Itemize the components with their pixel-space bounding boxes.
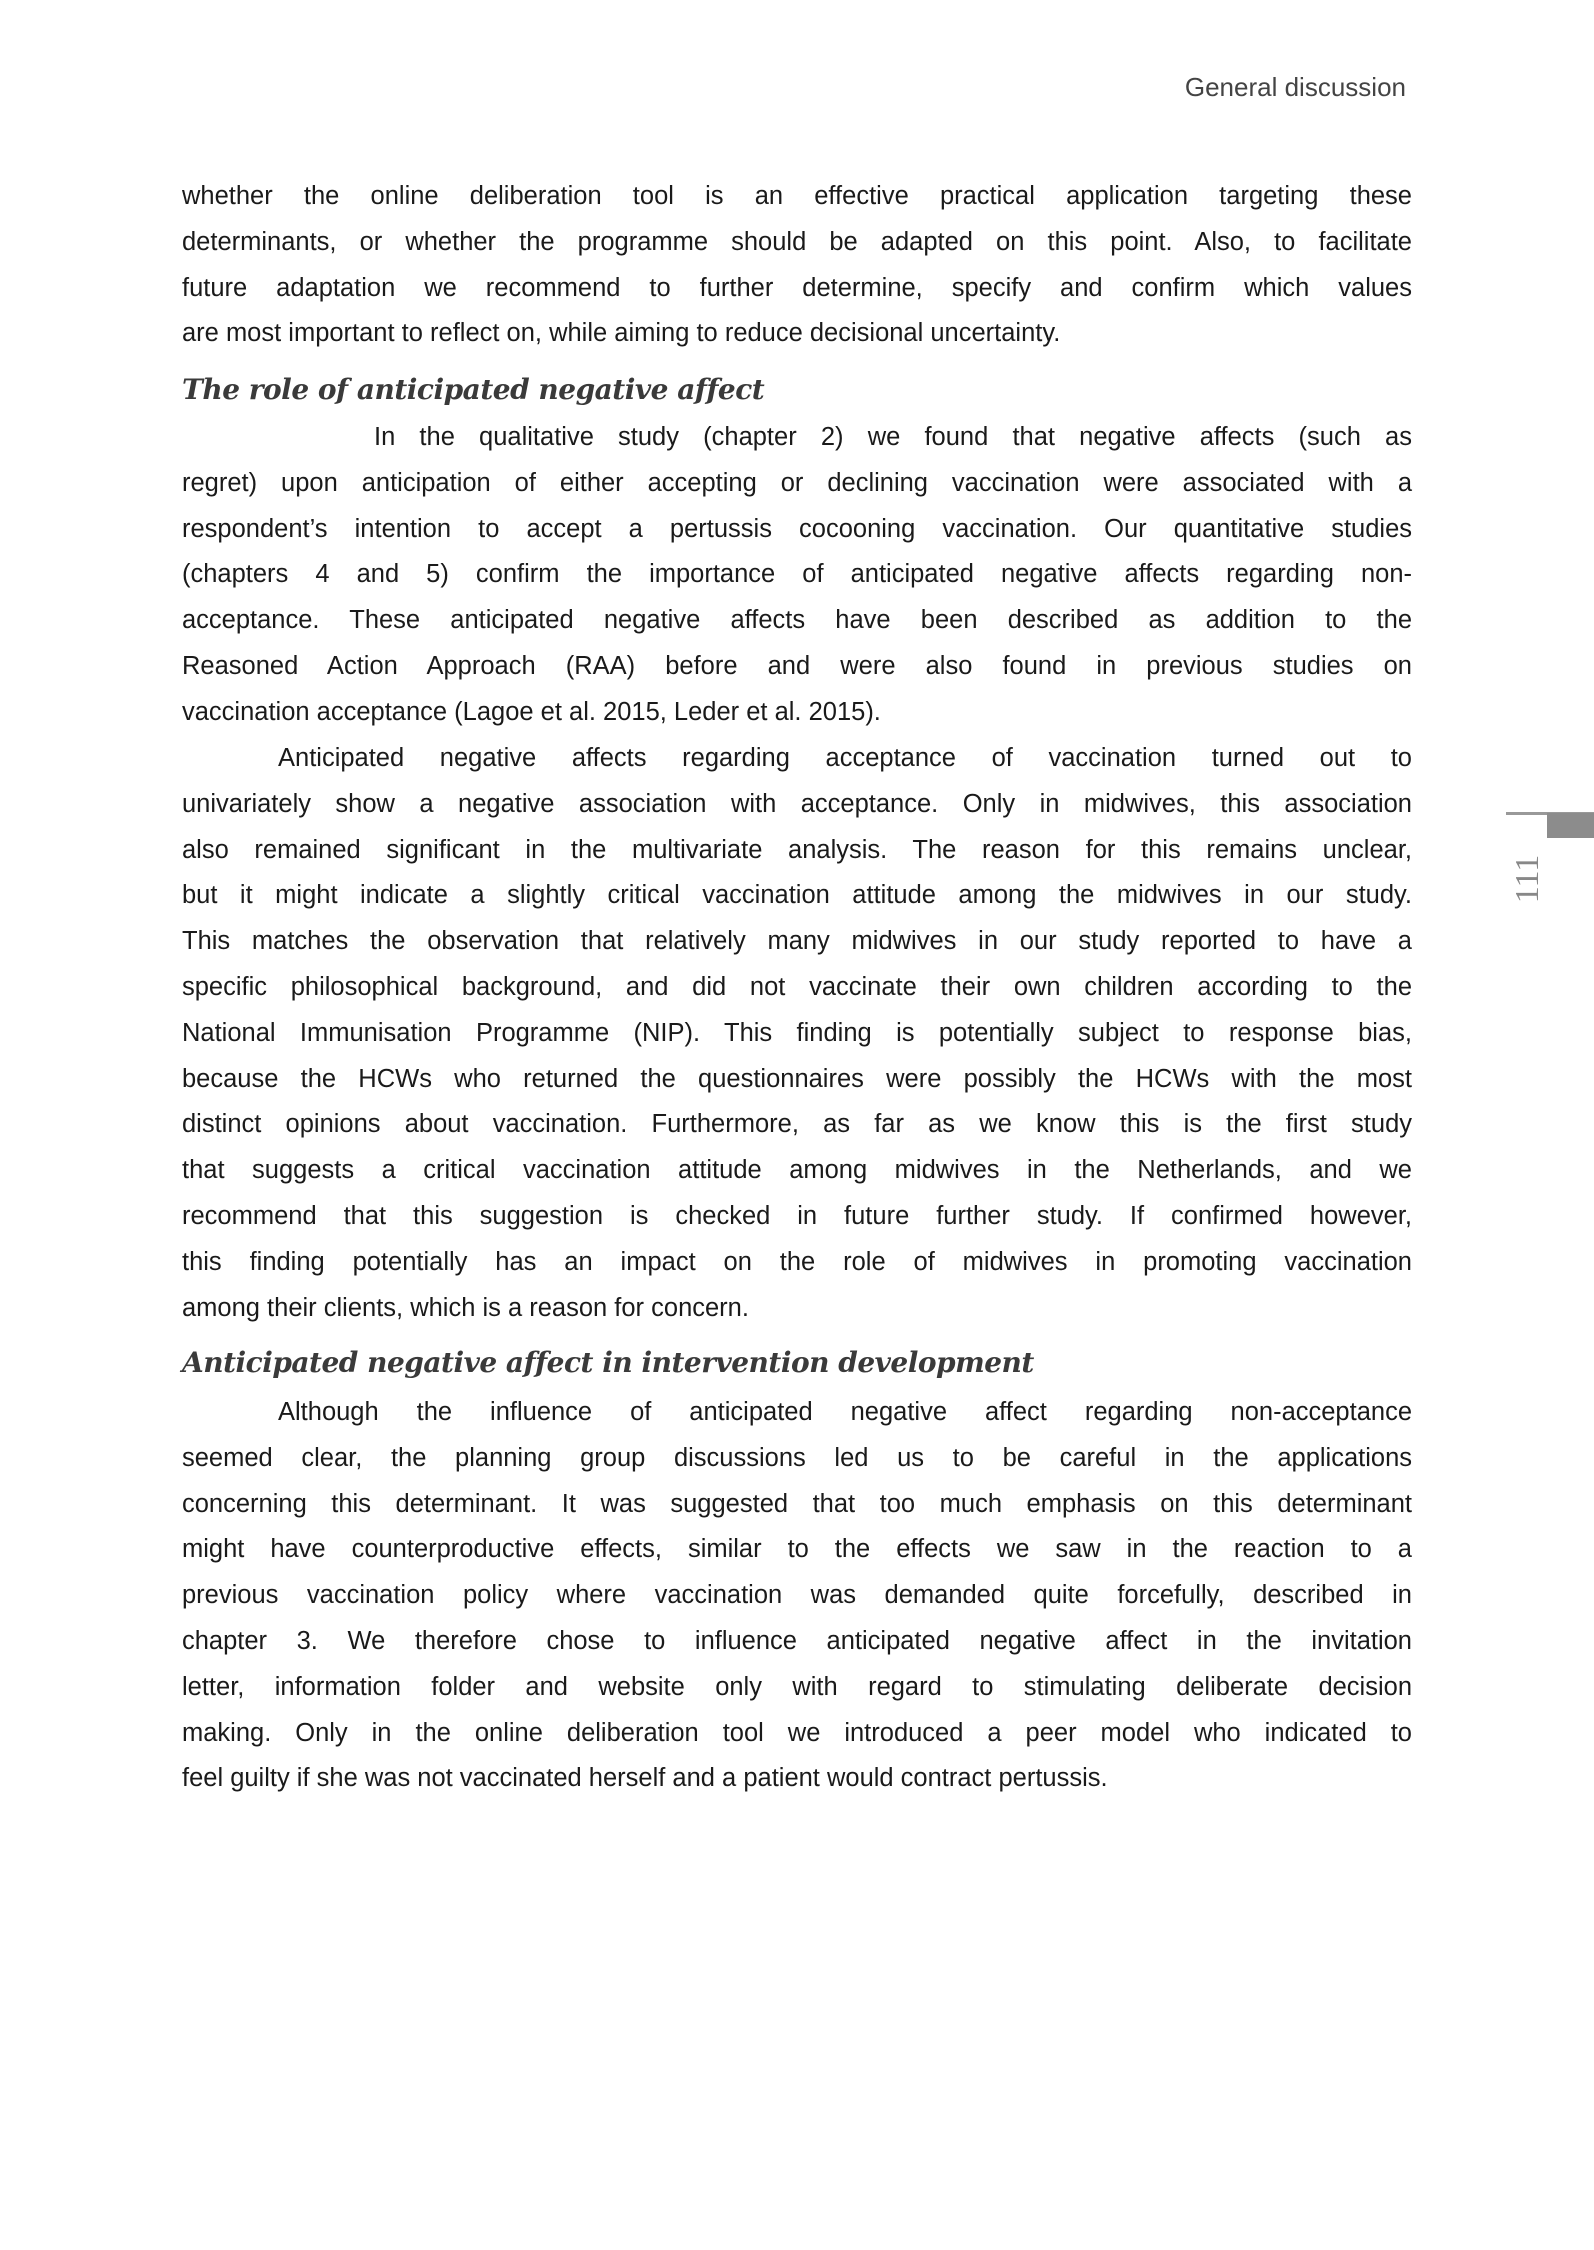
intro-paragraph	[182, 174, 1412, 357]
section1-paragraph2	[182, 736, 1412, 1331]
text-line: because the HCWs who returned the questionnaires were possibly the HCWs with the most	[182, 1064, 1412, 1093]
page-tab-marker	[1547, 813, 1594, 838]
text-line: recommend that this suggestion is checked in future further study. If confirmed however,	[182, 1201, 1412, 1230]
text-line: respondent’s intention to accept a pertussis cocooning vaccination. Our quantitative studies	[182, 514, 1412, 543]
text-line: whether the online deliberation tool is an effective practical application targeting these	[182, 182, 1412, 210]
text-line: seemed clear, the planning group discussions led us to be careful in the applications	[182, 1443, 1412, 1472]
text-line: also remained significant in the multivariate analysis. The reason for this remains unclear,	[182, 835, 1412, 864]
text-line: concerning this determinant. It was suggested that too much emphasis on this determinant	[182, 1489, 1412, 1518]
text-line: future adaptation we recommend to further determine, specify and confirm which values	[182, 273, 1412, 302]
text-line: that suggests a critical vaccination attitude among midwives in the Netherlands, and we	[182, 1156, 1412, 1185]
text-line: making. Only in the online deliberation tool we introduced a peer model who indicated to	[182, 1718, 1412, 1747]
text-line: National Immunisation Programme (NIP). This finding is potentially subject to response bias,	[182, 1018, 1412, 1047]
text-line: are most important to reflect on, while aiming to reduce decisional uncertainty.	[182, 319, 1061, 348]
section-heading-anticipated-negative-affect: The role of anticipated negative affect	[182, 373, 765, 406]
section1-paragraph1	[182, 415, 1412, 736]
text-line: regret) upon anticipation of either accepting or declining vaccination were associated with a	[182, 468, 1412, 497]
text-line: letter, information folder and website only with regard to stimulating deliberate decision	[182, 1672, 1412, 1701]
text-line: Although the influence of anticipated negative affect regarding non-acceptance	[278, 1398, 1412, 1426]
text-line: In the qualitative study (chapter 2) we found that negative affects (such as	[374, 423, 1412, 451]
text-line: might have counterproductive effects, similar to the effects we saw in the reaction to a	[182, 1535, 1412, 1564]
text-line: (chapters 4 and 5) confirm the importance of anticipated negative affects regarding non-	[182, 560, 1412, 589]
text-line: among their clients, which is a reason for concern.	[182, 1293, 749, 1322]
section2-paragraph1	[182, 1390, 1412, 1802]
text-line: This matches the observation that relatively many midwives in our study reported to have a	[182, 927, 1412, 956]
text-line: previous vaccination policy where vaccination was demanded quite forcefully, described in	[182, 1581, 1412, 1610]
text-line: univariately show a negative association with acceptance. Only in midwives, this association	[182, 789, 1412, 818]
text-line: vaccination acceptance (Lagoe et al. 2015, Leder et al. 2015).	[182, 697, 881, 726]
text-line: acceptance. These anticipated negative affects have been described as addition to the	[182, 606, 1412, 635]
page-number: 111	[1509, 854, 1546, 904]
text-line: but it might indicate a slightly critical vaccination attitude among the midwives in our study.	[182, 881, 1412, 910]
section-heading-intervention-development: Anticipated negative affect in intervention development	[182, 1346, 1034, 1379]
text-line: feel guilty if she was not vaccinated herself and a patient would contract pertussis.	[182, 1764, 1108, 1793]
running-header: General discussion	[1184, 72, 1406, 102]
text-line: this finding potentially has an impact on the role of midwives in promoting vaccination	[182, 1247, 1412, 1276]
text-line: distinct opinions about vaccination. Furthermore, as far as we know this is the first study	[182, 1110, 1412, 1139]
text-line: specific philosophical background, and did not vaccinate their own children according to the	[182, 972, 1412, 1001]
text-line: chapter 3. We therefore chose to influence anticipated negative affect in the invitation	[182, 1626, 1412, 1655]
text-line: determinants, or whether the programme should be adapted on this point. Also, to facilitate	[182, 227, 1412, 256]
text-line: Reasoned Action Approach (RAA) before and were also found in previous studies on	[182, 651, 1412, 680]
text-line: Anticipated negative affects regarding acceptance of vaccination turned out to	[278, 744, 1412, 772]
